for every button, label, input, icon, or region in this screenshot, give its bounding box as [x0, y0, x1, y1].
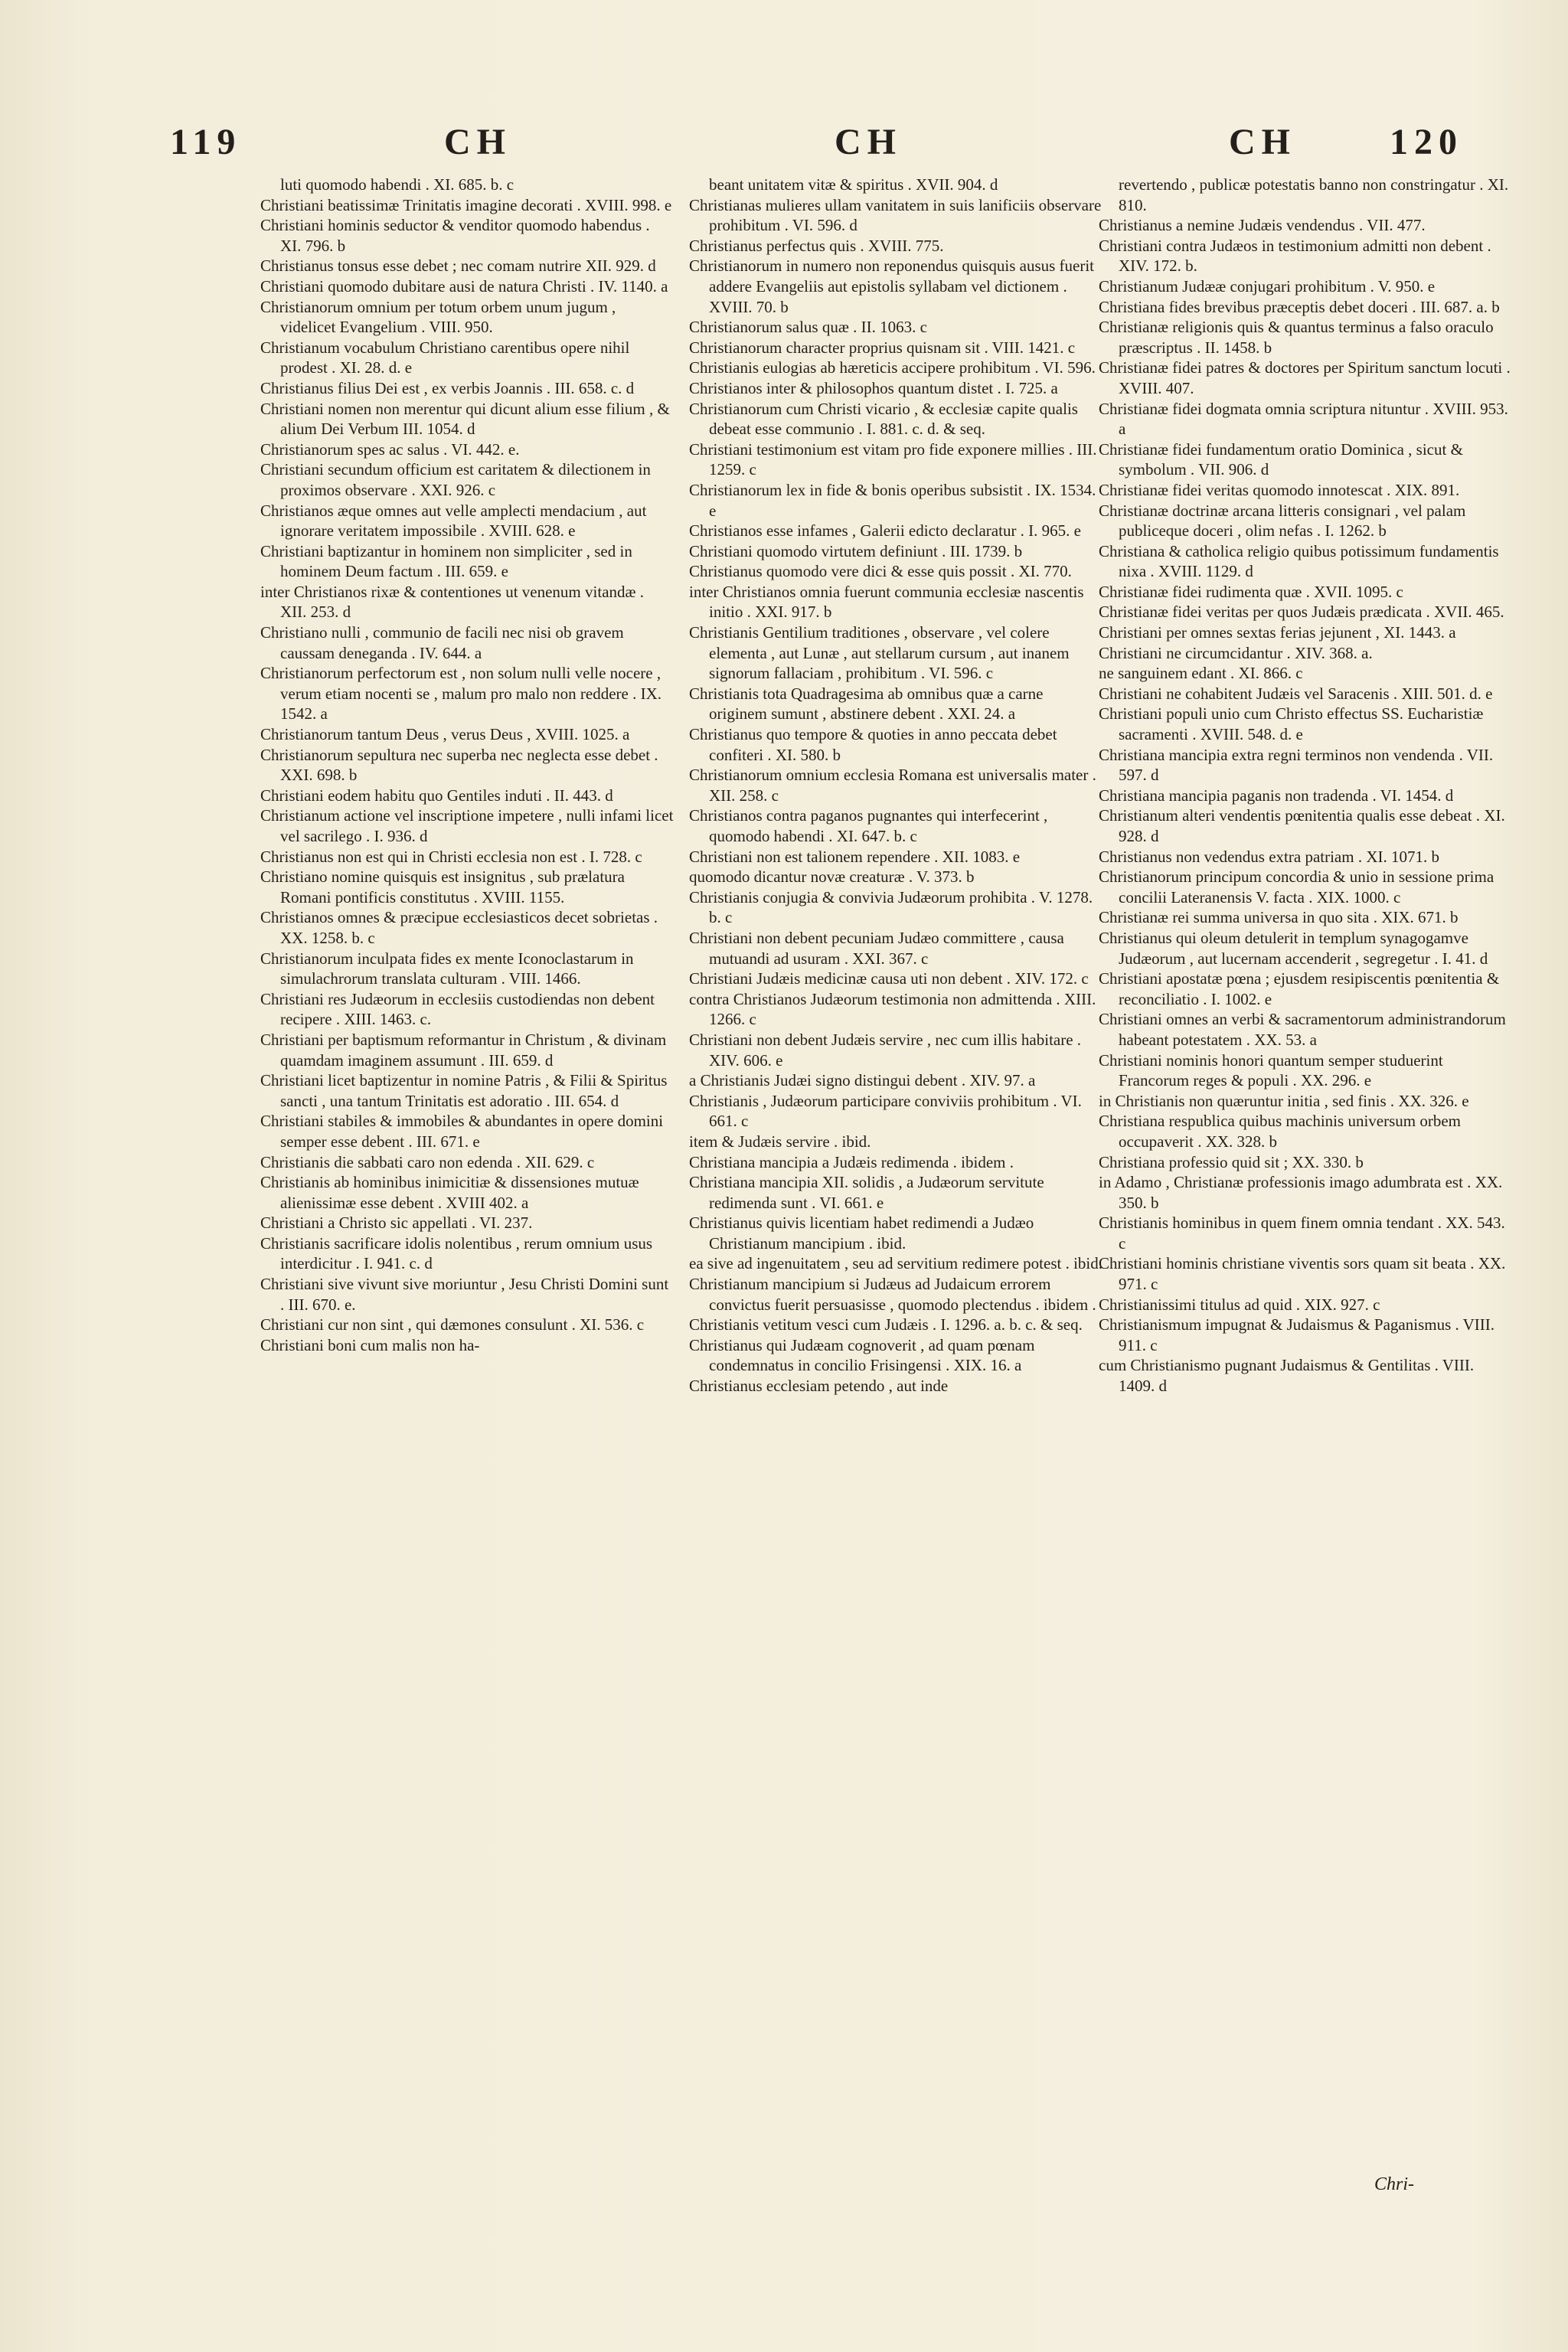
index-entry: Christianus qui oleum detulerit in templum synagogamve Judæorum , aut lucernam accenderit , segregetur . I. 41. d	[1099, 928, 1488, 968]
index-entry: Christiani apostatæ pœna ; ejusdem resipiscentis pœnitentia & reconciliatio . I. 1002. e	[1099, 969, 1500, 1008]
index-entry: Christianum alteri vendentis pœnitentia qualis esse debeat . XI. 928. d	[1099, 806, 1505, 845]
index-entry: Christiani quomodo virtutem definiunt . III. 1739. b	[689, 541, 1023, 560]
index-entry: Christiani hominis christiane viventis sors quam sit beata . XX. 971. c	[1099, 1254, 1506, 1294]
index-entry: Christianæ rei summa universa in quo sita . XIX. 671. b	[1099, 908, 1459, 927]
index-entry: Christianorum lex in fide & bonis operibus subsistit . IX. 1534. e	[689, 480, 1096, 520]
index-entry: Christianæ fidei dogmata omnia scriptura nituntur . XVIII. 953. a	[1099, 399, 1508, 439]
index-entry: revertendo , publicæ potestatis banno non constringatur . XI. 810.	[1119, 175, 1509, 214]
index-entry: Christianæ fidei veritas quomodo innotescat . XIX. 891.	[1099, 480, 1460, 499]
left-header-letters: CH	[444, 122, 511, 162]
index-entry: contra Christianos Judæorum testimonia non admittenda . XIII. 1266. c	[689, 989, 1096, 1029]
right-header-letters: CH	[1229, 122, 1296, 162]
index-entry: Christianorum principum concordia & unio in sessione prima concilii Lateranensis V. facta . XIX. 1000. c	[1099, 867, 1494, 906]
index-entry: Christianus quo tempore & quoties in anno peccata debet confiteri . XI. 580. b	[689, 725, 1057, 764]
index-entry: inter Christianos omnia fuerunt communia ecclesiæ nascentis initio . XXI. 917. b	[689, 582, 1084, 622]
index-entry: Christiani omnes an verbi & sacramentorum administrandorum habeant potestatem . XX. 53. a	[1099, 1010, 1506, 1049]
index-entry: Christianus ecclesiam petendo , aut inde	[689, 1377, 949, 1396]
index-entry: Christianus a nemine Judæis vendendus . VII. 477.	[1099, 216, 1426, 235]
index-entry: quomodo dicantur novæ creaturæ . V. 373. b	[689, 867, 975, 887]
index-entry: Christiana fides brevibus præceptis debet doceri . III. 687. a. b	[1099, 297, 1500, 316]
index-entry: Christianos inter & philosophos quantum distet . I. 725. a	[689, 378, 1058, 397]
index-entry: Christianas mulieres ullam vanitatem in suis lanificiis observare prohibitum . VI. 596. d	[689, 195, 1102, 235]
index-entry: Christiani quomodo dubitare ausi de natura Christi . IV. 1140. a	[260, 276, 668, 296]
index-entry: Christiani res Judæorum in ecclesiis custodiendas non debent recipere . XIII. 1463. c.	[260, 989, 655, 1029]
index-entry: Christianus non est qui in Christi ecclesia non est . I. 728. c	[260, 847, 642, 866]
index-entry: Christianis die sabbati caro non edenda . XII. 629. c	[260, 1152, 595, 1171]
index-entry: Christiani non debent pecuniam Judæo committere , causa mutuandi ad usuram . XXI. 367. c	[689, 928, 1064, 968]
index-entry: Christiani sive vivunt sive moriuntur , Jesu Christi Domini sunt . III. 670. e.	[260, 1275, 669, 1314]
index-entry: ea sive ad ingenuitatem , seu ad servitium redimere potest . ibid.	[689, 1254, 1102, 1273]
index-entry: Christiani contra Judæos in testimonium admitti non debent . XIV. 172. b.	[1099, 236, 1491, 276]
index-entry: Christianus quivis licentiam habet redimendi a Judæo Christianum mancipium . ibid.	[689, 1214, 1034, 1253]
index-entry: Christianorum character proprius quisnam sit . VIII. 1421. c	[689, 338, 1076, 357]
index-entry: Christiana mancipia XII. solidis , a Judæorum servitute redimenda sunt . VI. 661. e	[689, 1173, 1044, 1212]
index-entry: Christiani Judæis medicinæ causa uti non debent . XIV. 172. c	[689, 969, 1089, 988]
index-entry: Christiani licet baptizentur in nomine Patris , & Filii & Spiritus sancti , una tantum Trinitatis est adoratio . III. 654. d	[260, 1071, 668, 1110]
index-entry: Christianum Judææ conjugari prohibitum . V. 950. e	[1099, 276, 1436, 296]
index-entry: Christiana mancipia extra regni terminos non vendenda . VII. 597. d	[1099, 745, 1494, 785]
index-entry: Christianos omnes & præcipue ecclesiasticos decet sobrietas . XX. 1258. b. c	[260, 908, 658, 947]
index-column-1	[260, 175, 674, 2165]
index-entry: Christianos æque omnes aut velle amplecti mendacium , aut ignorare veritatem impossibile . XVIII. 628. e	[260, 501, 647, 541]
index-entry: inter Christianos rixæ & contentiones ut venenum vitandæ . XII. 253. d	[260, 582, 645, 622]
index-entry: Christianus non vedendus extra patriam . XI. 1071. b	[1099, 847, 1439, 866]
index-entry: Christiani non debent Judæis servire , nec cum illis habitare . XIV. 606. e	[689, 1030, 1082, 1070]
index-entry: luti quomodo habendi . XI. 685. b. c	[280, 175, 514, 194]
index-entry: Christiani a Christo sic appellati . VI. 237.	[260, 1214, 533, 1233]
index-entry: Christiani cur non sint , qui dæmones consulunt . XI. 536. c	[260, 1315, 645, 1334]
index-entry: Christiano nomine quisquis est insignitus , sub prælatura Romani pontificis constitutus . XVIII. 1155.	[260, 867, 625, 906]
index-entry: Christianis ab hominibus inimicitiæ & dissensiones mutuæ alienissimæ esse debent . XVIII 402. a	[260, 1173, 639, 1212]
index-entry: Christianis eulogias ab hæreticis accipere prohibitum . VI. 596.	[689, 358, 1096, 377]
index-entry: Christianæ religionis quis & quantus terminus a falso oraculo præscriptus . II. 1458. b	[1099, 318, 1494, 357]
index-entry: Christiani nomen non merentur qui dicunt alium esse filium , & alium Dei Verbum III. 1054. d	[260, 399, 670, 439]
index-entry: Christiana mancipia paganis non tradenda . VI. 1454. d	[1099, 786, 1454, 805]
index-entry: Christiani stabiles & immobiles & abundantes in opere domini semper esse debent . III. 671. e	[260, 1112, 664, 1151]
index-entry: Christiani populi unio cum Christo effectus SS. Eucharistiæ sacramenti . XVIII. 548. d. e	[1099, 704, 1484, 744]
index-entry: Christiana mancipia a Judæis redimenda . ibidem .	[689, 1152, 1014, 1171]
index-entry: Christianos contra paganos pugnantes qui interfecerint , quomodo habendi . XI. 647. b. c	[689, 806, 1048, 845]
index-entry: in Christianis non quæruntur initia , sed finis . XX. 326. e	[1099, 1091, 1469, 1110]
index-entry: item & Judæis servire . ibid.	[689, 1132, 871, 1151]
index-entry: beant unitatem vitæ & spiritus . XVII. 904. d	[709, 175, 998, 194]
index-entry: a Christianis Judæi signo distingui debent . XIV. 97. a	[689, 1071, 1036, 1090]
index-entry: Christianorum sepultura nec superba nec neglecta esse debet . XXI. 698. b	[260, 745, 658, 785]
index-entry: Christianis tota Quadragesima ab omnibus quæ a carne originem sumunt , abstinere debent . XXI. 24. a	[689, 684, 1044, 724]
index-entry: Christianæ fidei rudimenta quæ . XVII. 1095. c	[1099, 582, 1403, 601]
index-entry: Christianis hominibus in quem finem omnia tendant . XX. 543. c	[1099, 1214, 1505, 1253]
index-entry: Christianorum cum Christi vicario , & ecclesiæ capite qualis debeat esse communio . I. 881. c. d. & seq.	[689, 399, 1078, 439]
index-entry: Christianorum spes ac salus . VI. 442. e.	[260, 439, 520, 459]
index-entry: Christiani ne cohabitent Judæis vel Saracenis . XIII. 501. d. e	[1099, 684, 1493, 703]
index-entry: Christianorum perfectorum est , non solum nulli velle nocere , verum etiam nocenti se , malum pro malo non reddere . IX. 1542. a	[260, 664, 662, 724]
index-entry: Christianus filius Dei est , ex verbis Joannis . III. 658. c. d	[260, 378, 635, 397]
index-entry: Christianus quomodo vere dici & esse quis possit . XI. 770.	[689, 562, 1072, 581]
index-entry: Christiani non est talionem rependere . XII. 1083. e	[689, 847, 1021, 866]
index-entry: Christianorum in numero non reponendus quisquis ausus fuerit addere Evangeliis aut epistolis syllabam vel dictionem . XVIII. 70. b	[689, 256, 1095, 316]
index-entry: Christianorum tantum Deus , verus Deus , XVIII. 1025. a	[260, 725, 630, 744]
left-page-number: 119	[170, 122, 242, 162]
index-entry: Christiani per omnes sextas ferias jejunent , XI. 1443. a	[1099, 623, 1456, 642]
index-entry: Christiani testimonium est vitam pro fide exponere millies . III. 1259. c	[689, 439, 1097, 479]
index-entry: Christianos esse infames , Galerii edicto declaratur . I. 965. e	[689, 521, 1081, 541]
index-entry: Christianum mancipium si Judæus ad Judaicum errorem convictus fuerit persuasisse , quomodo plectendus . ibidem .	[689, 1275, 1096, 1314]
index-entry: Christiani nominis honori quantum semper studuerint Francorum reges & populi . XX. 296. e	[1099, 1050, 1443, 1090]
center-header-letters: CH	[835, 122, 902, 162]
index-entry: Christianismum impugnat & Judaismus & Paganismus . VIII. 911. c	[1099, 1315, 1495, 1354]
catchword: Chri-	[1374, 2174, 1415, 2194]
index-entry: Christianorum omnium ecclesia Romana est universalis mater . XII. 258. c	[689, 766, 1096, 805]
index-entry: Christiani beatissimæ Trinitatis imagine decorati . XVIII. 998. e	[260, 195, 672, 214]
index-column-2	[689, 175, 1102, 2165]
index-entry: Christianorum inculpata fides ex mente Iconoclastarum in simulachrorum translata culturam . VIII. 1466.	[260, 949, 634, 988]
index-entry: Christiani hominis seductor & venditor quomodo habendus . XI. 796. b	[260, 216, 650, 255]
index-entry: Christiani per baptismum reformantur in Christum , & divinam quamdam imaginem assumunt . III. 659. d	[260, 1030, 667, 1070]
index-entry: Christianissimi titulus ad quid . XIX. 927. c	[1099, 1295, 1380, 1314]
index-entry: Christianum vocabulum Christiano carentibus opere nihil prodest . XI. 28. d. e	[260, 338, 630, 377]
index-entry: Christianus tonsus esse debet ; nec comam nutrire XII. 929. d	[260, 256, 656, 276]
index-entry: Christiani ne circumcidantur . XIV. 368. a.	[1099, 643, 1373, 662]
index-entry: ne sanguinem edant . XI. 866. c	[1099, 664, 1303, 683]
index-entry: Christiani baptizantur in hominem non simpliciter , sed in hominem Deum factum . III. 659. e	[260, 541, 632, 581]
index-entry: Christianus perfectus quis . XVIII. 775.	[689, 236, 944, 255]
index-entry: Christiana respublica quibus machinis universum orbem occupaverit . XX. 328. b	[1099, 1112, 1461, 1151]
index-entry: Christiano nulli , communio de facili nec nisi ob gravem caussam deneganda . IV. 644. a	[260, 623, 624, 662]
index-entry: Christianorum salus quæ . II. 1063. c	[689, 318, 927, 337]
index-entry: Christianæ fidei patres & doctores per Spiritum sanctum locuti . XVIII. 407.	[1099, 358, 1511, 397]
index-entry: Christianis , Judæorum participare conviviis prohibitum . VI. 661. c	[689, 1091, 1082, 1131]
index-entry: Christianæ fidei veritas per quos Judæis prædicata . XVII. 465.	[1099, 603, 1504, 622]
index-entry: Christianum actione vel inscriptione impetere , nulli infami licet vel sacrilego . I. 936. d	[260, 806, 674, 845]
index-entry: Christianis Gentilium traditiones , observare , vel colere elementa , aut Lunæ , aut stellarum cursum , aut inanem signorum fallaciam , prohibitum . VI. 596. c	[689, 623, 1070, 683]
index-entry: cum Christianismo pugnant Judaismus & Gentilitas . VIII. 1409. d	[1099, 1356, 1475, 1396]
index-entry: Christianæ fidei fundamentum oratio Dominica , sicut & symbolum . VII. 906. d	[1099, 439, 1463, 479]
index-entry: Christiani boni cum malis non ha-	[260, 1335, 480, 1354]
right-page-number: 120	[1390, 122, 1463, 162]
index-entry: Christiana professio quid sit ; XX. 330. b	[1099, 1152, 1364, 1171]
index-column-3	[1099, 175, 1512, 2165]
index-entry: Christianis sacrificare idolis nolentibus , rerum omnium usus interdicitur . I. 941. c. d	[260, 1233, 653, 1273]
index-entry: Christianorum omnium per totum orbem unum jugum , videlicet Evangelium . VIII. 950.	[260, 297, 616, 337]
index-entry: Christiani eodem habitu quo Gentiles induti . II. 443. d	[260, 786, 613, 805]
index-entry: Christianis vetitum vesci cum Judæis . I. 1296. a. b. c. & seq.	[689, 1315, 1083, 1334]
index-entry: Christianus qui Judæam cognoverit , ad quam pœnam condemnatus in concilio Frisingensi . XIX. 16. a	[689, 1335, 1035, 1375]
index-entry: in Adamo , Christianæ professionis imago adumbrata est . XX. 350. b	[1099, 1173, 1503, 1212]
index-entry: Christianæ doctrinæ arcana litteris consignari , vel palam publiceque doceri , olim nefas . I. 1262. b	[1099, 501, 1466, 541]
index-entry: Christiani secundum officium est caritatem & dilectionem in proximos observare . XXI. 926. c	[260, 460, 651, 499]
index-entry: Christiana & catholica religio quibus potissimum fundamentis nixa . XVIII. 1129. d	[1099, 541, 1499, 581]
index-entry: Christianis conjugia & convivia Judæorum prohibita . V. 1278. b. c	[689, 887, 1093, 927]
